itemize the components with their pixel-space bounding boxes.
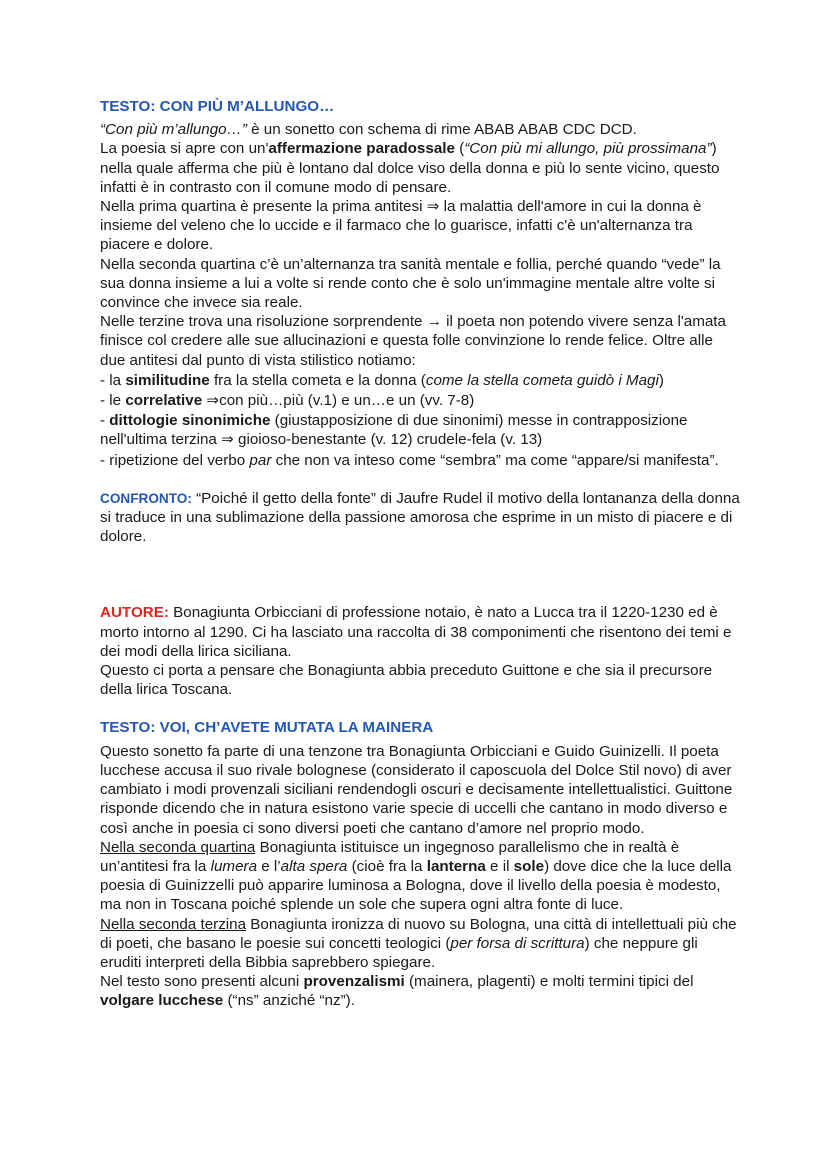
- list-item: - ripetizione del verbo par che non va inteso come “sembra” ma come “appare/si manifesta”.: [100, 451, 719, 469]
- paragraph: Nella seconda terzina Bonagiunta ironizza di nuovo su Bologna, una città di intellettuali più che di poeti, che basano le poesie sui concetti teologici (per forsa di scrittura) che neppure gli eruditi interpreti della Bibbia saprebbero spiegare.: [100, 915, 737, 971]
- confronto-label: CONFRONTO:: [100, 490, 192, 506]
- list-item: - dittologie sinonimiche (giustapposizione di due sinonimi) messe in contrapposizione nell'ultima terzina ⇒ gioioso-benestante (v. 12) crudele-fela (v. 13): [100, 412, 688, 449]
- paragraph: Nelle terzine trova una risoluzione sorprendente → il poeta non potendo vivere senza l'amata finisce col credere alle sue allucinazioni e questa folle convinzione lo rende felice. Oltre alle due antitesi dal punto di vista stilistico notiamo:: [100, 313, 726, 369]
- document-page: [100, 97, 740, 1011]
- confronto-paragraph: CONFRONTO: “Poiché il getto della fonte” di Jaufre Rudel il motivo della lontananza della donna si traduce in una sublimazione della passione amorosa che esprime in un misto di piacere e di dolore.: [100, 489, 740, 546]
- paragraph: Questo sonetto fa parte di una tenzone tra Bonagiunta Orbicciani e Guido Guinizelli. Il poeta lucchese accusa il suo rivale bolognese (considerato il caposcuola del Dolce Stil novo) di aver cambiato i modi provenzali siciliani rendendogli oscuri e decisamente intellettualistici. Guittone risponde dicendo che in natura esistono varie specie di uccelli che cantano in modo diverso e così anche in poesia ci sono diversi poeti che cantano d’amore nel proprio modo.: [100, 742, 733, 837]
- paragraph: Questo ci porta a pensare che Bonagiunta abbia preceduto Guittone e che sia il precursore della lirica Toscana.: [100, 662, 713, 699]
- autore-label: AUTORE:: [100, 604, 169, 622]
- paragraph: Nella seconda quartina Bonagiunta istituisce un ingegnoso parallelismo che in realtà è un’antitesi fra la lumera e l’alta spera (cioè fra la lanterna e il sole) dove dice che la luce della poesia di Guinizzelli può apparire luminosa a Bologna, dove il livello della poesia è modesto, ma non in Toscana poiché splende un sole che supera ogni altra fonte di luce.: [100, 838, 732, 914]
- list-item: - le correlative ⇒con più…più (v.1) e un…e un (vv. 7-8): [100, 392, 475, 410]
- section-heading: TESTO: VOI, CH’AVETE MUTATA LA MAINERA: [100, 719, 434, 737]
- list-item: - la similitudine fra la stella cometa e la donna (come la stella cometa guidò i Magi): [100, 371, 664, 389]
- paragraph: Nella seconda quartina c’è un’alternanza tra sanità mentale e follia, perché quando “vede” la sua donna insieme a lui a volte si rende conto che è solo un'immagine mentale altre volte si convince che invece sia reale.: [100, 255, 721, 312]
- paragraph: Nella prima quartina è presente la prima antitesi ⇒ la malattia dell'amore in cui la donna è insieme del veleno che lo uccide e il farmaco che lo guarisce, infatti c'è un'alternanza tra piacere e dolore.: [100, 198, 702, 254]
- section-con-piu-mallungo: [100, 97, 740, 470]
- section-voi-chavete: [100, 718, 740, 1010]
- section-heading: TESTO: CON PIÙ M’ALLUNGO…: [100, 98, 335, 115]
- paragraph: Nel testo sono presenti alcuni provenzalismi (mainera, plagenti) e molti termini tipici del volgare lucchese (“ns” anziché “nz”).: [100, 973, 694, 1010]
- paragraph: AUTORE: Bonagiunta Orbicciani di professione notaio, è nato a Lucca tra il 1220-1230 ed è morto intorno al 1290. Ci ha lasciato una raccolta di 38 componimenti che risentono dei temi e dei modi della lirica siciliana.: [100, 604, 732, 660]
- section-autore: [100, 603, 740, 699]
- paragraph: “Con più m’allungo…” è un sonetto con schema di rime ABAB ABAB CDC DCD.: [100, 121, 637, 139]
- paragraph: La poesia si apre con un'affermazione paradossale (“Con più mi allungo, più prossimana”) nella quale afferma che più è lontano dal dolce viso della donna e più lo sente vicino, questo infatti è in contrasto con il comune modo di pensare.: [100, 140, 720, 196]
